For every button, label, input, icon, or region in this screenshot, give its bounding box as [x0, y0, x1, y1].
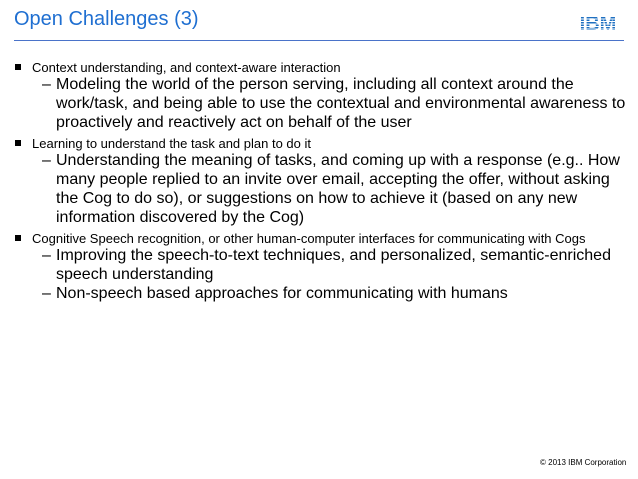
sub-bullet-text: Modeling the world of the person serving, including all context around the work/task, and being able to use the contextual and environmental awareness to proactively and reactively act on behalf of the user — [56, 76, 626, 131]
sub-bullet-3-1 — [14, 246, 626, 284]
sub-bullet-text: Understanding the meaning of tasks, and coming up with a response (e.g.. How many people replied to an invite over email, accepting the offer, without asking the Cog to do so), or suggestions on how to achieve it (based on any new information discovered by the Cog) — [56, 152, 620, 226]
dash-icon: – — [42, 76, 51, 93]
dash-icon: – — [42, 152, 51, 169]
slide-body — [14, 60, 626, 303]
ibm-logo — [574, 12, 622, 32]
dash-icon: – — [42, 285, 51, 302]
bullet-text: Context understanding, and context-aware interaction — [32, 60, 341, 75]
bullet-square-icon — [15, 140, 21, 146]
bullet-3 — [14, 231, 626, 246]
copyright-footer: © 2013 IBM Corporation — [540, 458, 627, 467]
sub-bullet-3-2 — [14, 284, 626, 303]
bullet-square-icon — [15, 235, 21, 241]
sub-bullet-1-1 — [14, 75, 626, 132]
dash-icon: – — [42, 247, 51, 264]
sub-bullet-text: Improving the speech-to-text techniques, and personalized, semantic-enriched speech understanding — [56, 247, 611, 283]
ibm-logo-text: IBM — [579, 13, 617, 32]
slide-title: Open Challenges (3) — [14, 8, 199, 30]
sub-bullet-2-1 — [14, 151, 626, 227]
bullet-1 — [14, 60, 626, 75]
bullet-2 — [14, 136, 626, 151]
bullet-text: Cognitive Speech recognition, or other human-computer interfaces for communicating with Cogs — [32, 231, 586, 246]
bullet-square-icon — [15, 64, 21, 70]
sub-bullet-text: Non-speech based approaches for communicating with humans — [56, 285, 508, 302]
bullet-text: Learning to understand the task and plan to do it — [32, 136, 311, 151]
title-divider — [14, 40, 624, 41]
